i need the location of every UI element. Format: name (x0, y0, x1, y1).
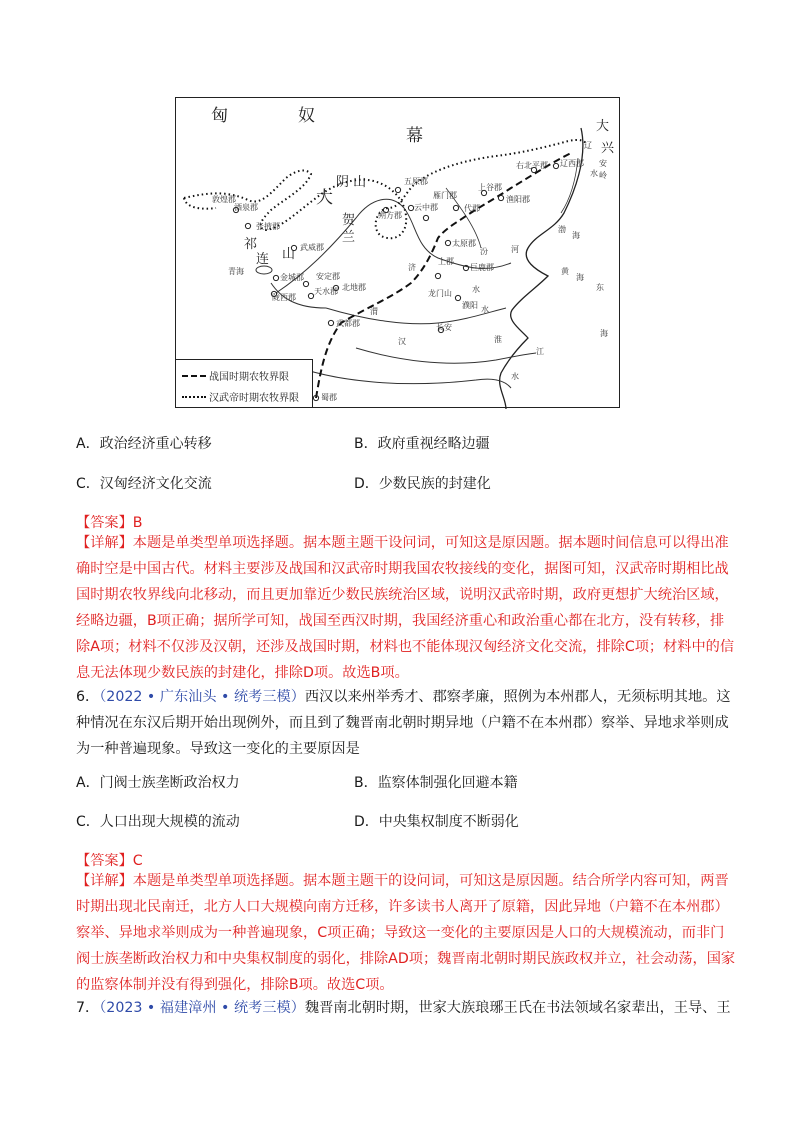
map-label: 渤 (558, 225, 566, 234)
map-label: 金城郡 (280, 273, 304, 282)
q5-answer: 【答案】B (76, 515, 143, 531)
map-label: 祁 (244, 237, 258, 252)
map-label: 代郡 (464, 204, 480, 213)
legend-item-warring-states: 战国时期农牧界限 (182, 368, 289, 383)
map-label: 河 (511, 245, 519, 254)
map-label: 上郡 (438, 257, 454, 266)
q5-explanation: 【详解】本题是单类型单项选择题。据本题主题干设问词，可知这是原因题。据本题时间信息可以得出准确时空是中国古代。材料主要涉及战国和汉武帝时期我国农牧接线的变化，据图可知，汉武帝时期相比战国时期农牧界线向北移动，而且更加靠近少数民族统治区域，说明汉武帝时期，政府更想扩大统治区域，经略边疆，B项正确；据所学可知，战国至西汉时期，我国经济重心和政治重心都在北方，没有转移，排除A项；材料不仅涉及汉朝，还涉及战国时期，材料也不能体现汉匈经济文化交流，排除C项；材料中的信息无法体现少数民族的封建化，排除D项。故选B项。 (76, 535, 735, 681)
map-label: 长安 (436, 323, 452, 332)
map-label: 巨鹿郡 (470, 263, 494, 272)
q7-source: （2023 • 福建漳州 • 统考三模） (99, 1000, 305, 1016)
map-label: 济 (408, 263, 416, 272)
map-label: 敦煌郡 (212, 195, 236, 204)
map-label: 淮 (494, 335, 502, 344)
q6-option-b: B．监察体制强化回避本籍 (354, 775, 518, 791)
map-label: 大 (596, 119, 610, 134)
map-label: 上谷郡 (478, 183, 502, 192)
map-label: 陇西郡 (272, 293, 296, 302)
map-label: 汾 (480, 247, 488, 256)
map-label: 天水郡 (314, 287, 338, 296)
map-label: 连 (256, 252, 270, 267)
legend-item-han-wudi: 汉武帝时期农牧界限 (182, 389, 299, 404)
map-label: 青海 (228, 267, 244, 276)
q5-option-d: D．少数民族的封建化 (354, 476, 491, 492)
map-label: 兴 (601, 141, 615, 156)
map-label: 五原郡 (404, 177, 428, 186)
q6-answer: 【答案】C (76, 853, 143, 869)
q6-stem: 6．（2022 • 广东汕头 • 统考三模）西汉以来州举秀才、郡察孝廉，照例为本州郡人，无须标明其地。这种情况在东汉后期开始出现例外，而且到了魏晋南北朝时期异地（户籍不在本州郡）察举、异地求举则成为一种普遍现象。导致这一变化的主要原因是 (76, 689, 731, 757)
map-label: 朔方郡 (378, 211, 402, 220)
map-label: 蜀郡 (321, 393, 337, 402)
map-label: 酒泉郡 (234, 203, 258, 212)
map-label: 水 (481, 305, 489, 314)
historical-map (175, 97, 620, 408)
map-label: 北地郡 (342, 283, 366, 292)
map-label: 右北平郡 (516, 161, 548, 170)
q5-option-a: A．政治经济重心转移 (76, 436, 212, 452)
map-label: 龙门山 (428, 289, 452, 298)
dotted-line-icon (182, 396, 206, 398)
map-label: 安 (599, 159, 607, 168)
q6-option-d: D．中央集权制度不断弱化 (354, 814, 519, 830)
map-label: 渭 (370, 307, 378, 316)
map-label: 汉 (398, 337, 406, 346)
q6-option-c: C．人口出现大规模的流动 (76, 814, 240, 830)
map-label: 濮阳 (462, 301, 478, 310)
map-label: 武威郡 (300, 243, 324, 252)
map-label: 安定郡 (316, 272, 340, 281)
map-label: 海 (600, 329, 608, 338)
map-label: 张掖郡 (256, 222, 280, 231)
map-label: 武都郡 (336, 319, 360, 328)
map-label: 匈 (211, 106, 228, 126)
map-label: 幕 (406, 126, 423, 146)
map-label: 渔阳郡 (506, 195, 530, 204)
map-label: 水 (472, 285, 480, 294)
map-label: 贺 (342, 213, 356, 228)
q6-option-a: A．门阀士族垄断政治权力 (76, 775, 240, 791)
map-label: 阴 山 (336, 175, 367, 190)
q6-explanation: 【详解】本题是单类型单项选择题。据本题主题干的设问词，可知这是原因题。结合所学内容可知，两晋时期出现北民南迁，北方人口大规模向南方迁移，许多读书人离开了原籍，因此异地（户籍不在本州郡）察举、异地求举则成为一种普遍现象，C项正确；导致这一变化的主要原因是人口的大规模流动，而非门阀士族垄断政治权力和中央集权制度的弱化，排除AD项；魏晋南北朝时期民族政权并立，社会动荡，国家的监察体制并没有得到强化，排除B项。故选C项。 (76, 873, 736, 993)
map-label: 云中郡 (414, 203, 438, 212)
map-label: 辽 (584, 141, 592, 150)
map-label: 水 (511, 372, 519, 381)
map-label: 辽西郡 (560, 159, 584, 168)
map-label: 东 (596, 283, 604, 292)
q6-source: （2022 • 广东汕头 • 统考三模） (99, 689, 305, 705)
map-label: 水 (590, 169, 598, 178)
dashed-line-icon (182, 375, 206, 377)
map-legend (176, 359, 313, 407)
map-label: 山 (282, 247, 296, 262)
map-label: 大 (316, 188, 333, 208)
map-label: 雁门郡 (433, 191, 457, 200)
map-label: 太原郡 (452, 239, 476, 248)
q5-option-b: B．政府重视经略边疆 (354, 436, 490, 452)
map-label: 岭 (599, 171, 607, 180)
q5-option-c: C．汉匈经济文化交流 (76, 476, 212, 492)
map-label: 海 (572, 231, 580, 240)
map-label: 奴 (298, 106, 315, 126)
map-label: 兰 (342, 230, 356, 245)
map-label: 黄 (561, 267, 569, 276)
map-label: 海 (576, 273, 584, 282)
map-label: 江 (536, 347, 544, 356)
q7-stem: 7．（2023 • 福建漳州 • 统考三模）魏晋南北朝时期，世家大族琅琊王氏在书法领域名家辈出，王导、王 (76, 1000, 731, 1016)
